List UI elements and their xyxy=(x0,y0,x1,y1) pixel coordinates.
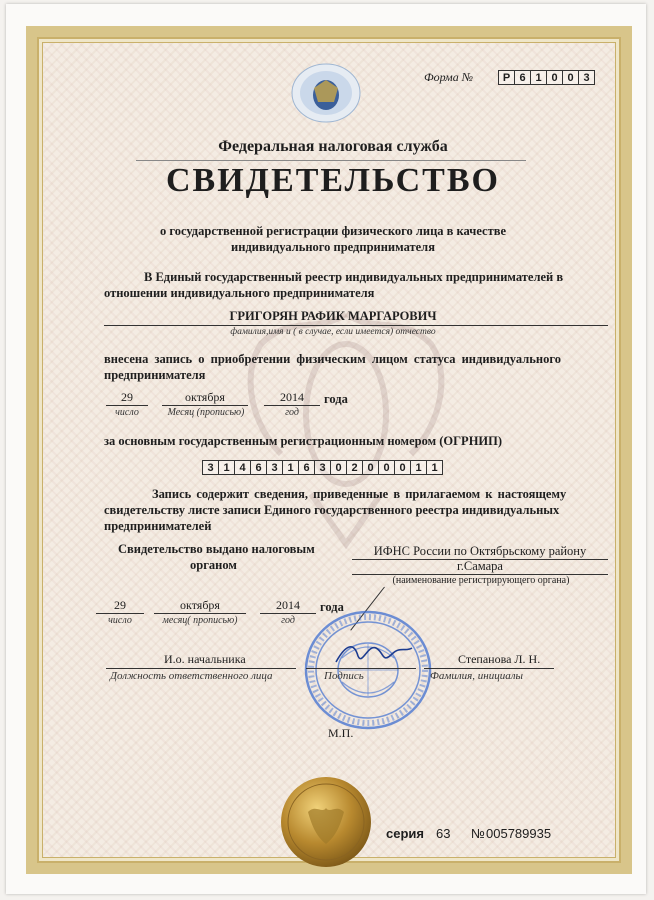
ogrnip-digit-cell: 0 xyxy=(394,460,411,475)
date1-month-line xyxy=(162,405,248,406)
signature-caption: Подпись xyxy=(324,670,364,682)
series-label: серия xyxy=(386,826,424,841)
date2-day-caption: число xyxy=(108,615,132,626)
date1-year: 2014 xyxy=(280,390,304,404)
ogrnip-digit-cell: 2 xyxy=(346,460,363,475)
official-seal xyxy=(302,608,434,732)
ogrnip-digit-cell: 1 xyxy=(410,460,427,475)
issuer-label-line-1: Свидетельство выдано налоговым xyxy=(118,542,315,556)
ogrnip-digit-cell: 1 xyxy=(282,460,299,475)
issuer-caption: (наименование регистрирующего органа) xyxy=(392,575,570,586)
date1-day-caption: число xyxy=(115,407,139,418)
date1-year-caption: год xyxy=(285,407,299,418)
record-line-3: предпринимателей xyxy=(104,519,212,533)
ogrnip-label: за основным государственным регистрационным номером (ОГРНИП) xyxy=(104,434,503,448)
stamp-mark: М.П. xyxy=(328,726,354,740)
ogrnip-digit-cell: 0 xyxy=(330,460,347,475)
issuer-name-line-1: ИФНС России по Октябрьскому району xyxy=(373,544,587,558)
serial-number: 005789935 xyxy=(486,826,552,841)
date2-day: 29 xyxy=(114,598,126,612)
ogrnip-digit-cell: 6 xyxy=(298,460,315,475)
intro-line-2: отношении индивидуального предпринимателя xyxy=(104,286,375,300)
date1-day: 29 xyxy=(121,390,133,404)
handwritten-signature xyxy=(332,638,416,668)
date1-suffix: года xyxy=(324,392,348,406)
ogrnip-digit-cell: 1 xyxy=(218,460,235,475)
subtitle-line-2: индивидуального предпринимателя xyxy=(231,240,435,254)
record-line-1: Запись содержит сведения, приведенные в прилагаемом к настоящему xyxy=(152,487,567,501)
document-title: СВИДЕТЕЛЬСТВО xyxy=(166,162,500,199)
intro-line-1: В Единый государственный реестр индивидуальных предпринимателей в xyxy=(144,270,564,284)
agency-underline xyxy=(136,160,526,161)
date2-year: 2014 xyxy=(276,598,300,612)
ogrnip-digit-cell: 1 xyxy=(426,460,443,475)
signatory-position: И.о. начальника xyxy=(164,652,246,666)
record-line-2: свидетельству листе записи Единого государственного реестра индивидуальных xyxy=(104,503,560,517)
date2-month-caption: месяц( прописью) xyxy=(162,615,238,626)
ogrnip-digit-cell: 4 xyxy=(234,460,251,475)
signature-line xyxy=(306,668,416,669)
ogrnip-cells xyxy=(202,460,442,475)
form-label: Форма № xyxy=(424,70,474,84)
date1-day-line xyxy=(106,405,148,406)
ogrnip-digit-cell: 3 xyxy=(314,460,331,475)
ogrnip-digit-cell: 0 xyxy=(378,460,395,475)
date2-month: октября xyxy=(180,598,220,612)
fns-emblem xyxy=(290,62,362,124)
form-code-cell: 0 xyxy=(562,70,579,85)
date1-month: октября xyxy=(185,390,225,404)
ogrnip-digit-cell: 0 xyxy=(362,460,379,475)
date1-month-caption: Месяц (прописью) xyxy=(167,407,245,418)
person-name-caption: фамилия,имя и ( в случае, если имеется) отчество xyxy=(230,327,436,337)
form-code-cell: 3 xyxy=(578,70,595,85)
form-code-cells xyxy=(498,70,594,85)
entry-line-2: предпринимателя xyxy=(104,368,206,382)
date2-year-caption: год xyxy=(281,615,295,626)
signatory-name: Степанова Л. Н. xyxy=(458,652,541,666)
ogrnip-digit-cell: 6 xyxy=(250,460,267,475)
form-code-cell: 1 xyxy=(530,70,547,85)
series-value: 63 xyxy=(436,826,451,841)
person-name-line xyxy=(104,325,608,326)
issuer-label-line-2: органом xyxy=(190,558,237,572)
ogrnip-digit-cell: 3 xyxy=(202,460,219,475)
form-code-cell: 0 xyxy=(546,70,563,85)
position-caption: Должность ответственного лица xyxy=(110,670,273,682)
gold-hologram-seal xyxy=(278,774,374,870)
name-caption: Фамилия, инициалы xyxy=(430,670,523,682)
date2-month-line xyxy=(154,613,246,614)
person-name: ГРИГОРЯН РАФИК МАРГАРОВИЧ xyxy=(229,309,437,323)
agency-name: Федеральная налоговая служба xyxy=(218,138,448,155)
certificate-sheet xyxy=(6,4,646,894)
position-line xyxy=(106,668,296,669)
date2-suffix: года xyxy=(320,600,344,614)
entry-line-1: внесена запись о приобретении физическим лицом статуса индивидуального xyxy=(104,352,561,366)
ogrnip-digit-cell: 3 xyxy=(266,460,283,475)
name-line xyxy=(424,668,554,669)
date2-day-line xyxy=(96,613,144,614)
form-code-cell: 6 xyxy=(514,70,531,85)
form-code-cell: Р xyxy=(498,70,515,85)
subtitle-line-1: о государственной регистрации физического лица в качестве xyxy=(159,224,507,238)
number-sign: № xyxy=(471,826,485,841)
issuer-name-line-2: г.Самара xyxy=(457,559,503,573)
date1-year-line xyxy=(264,405,320,406)
